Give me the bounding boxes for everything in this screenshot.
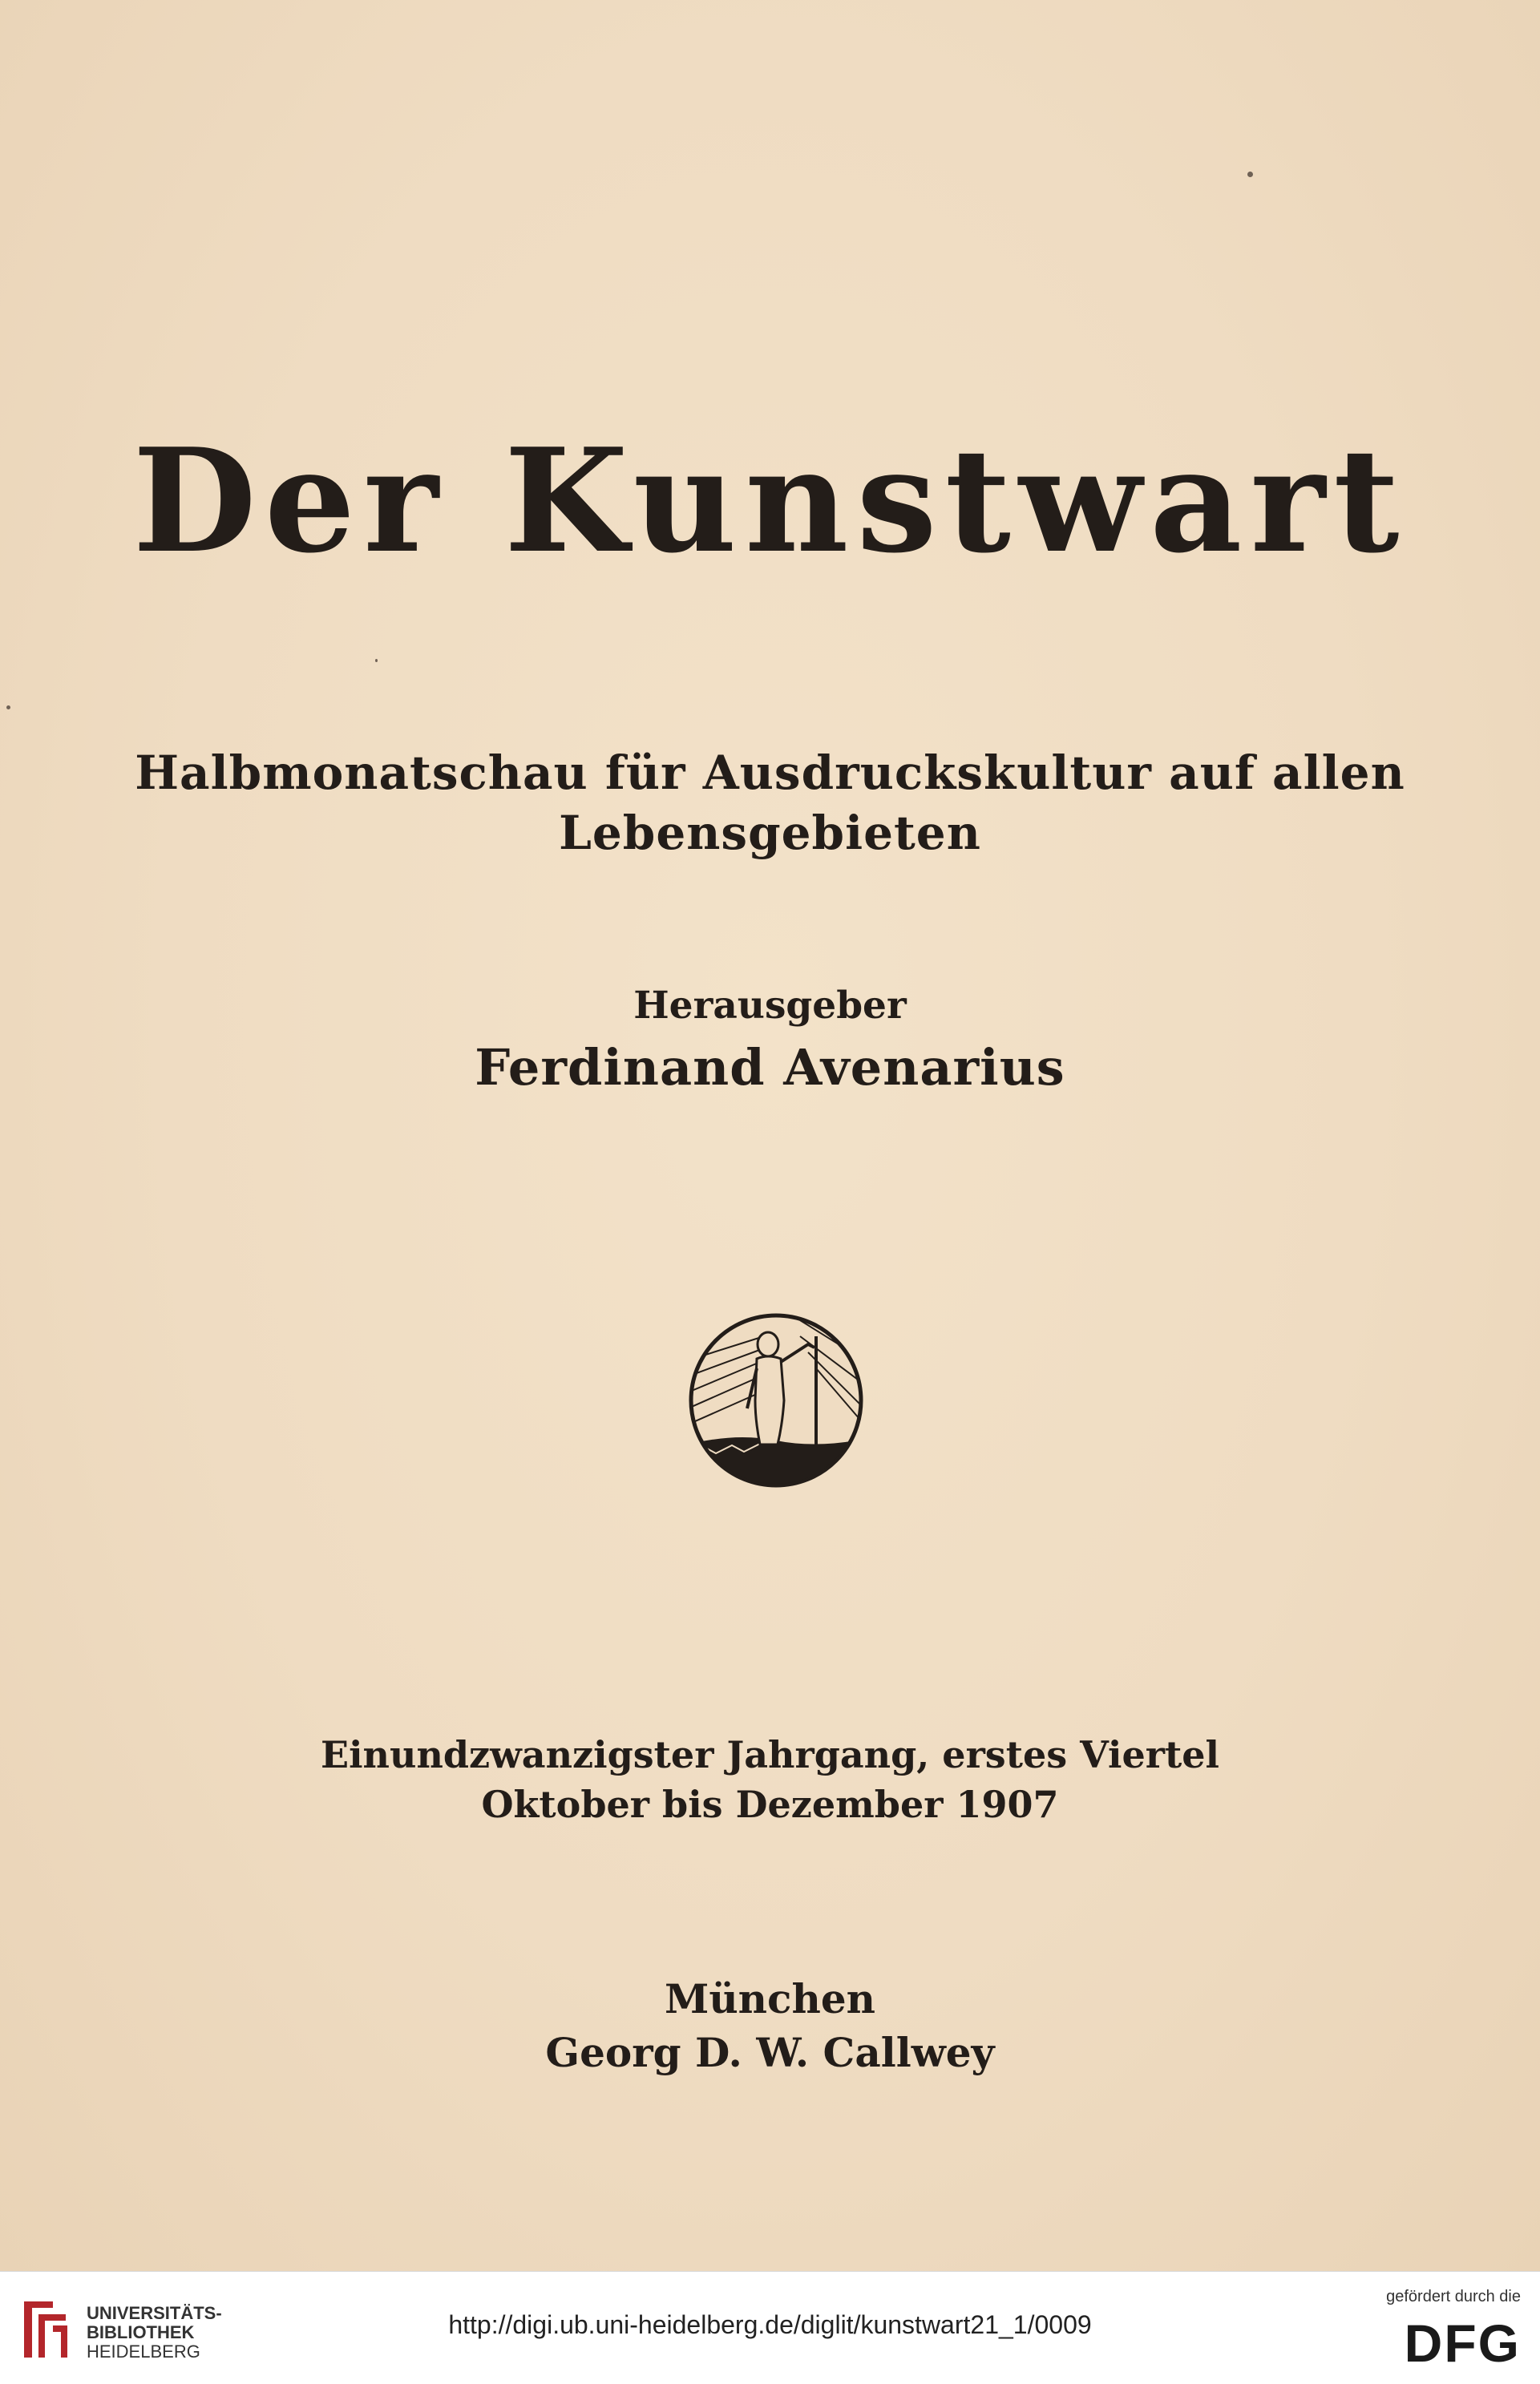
subtitle-line-1: Halbmonatschau für Ausdruckskultur auf allen — [135, 746, 1405, 800]
publication-place: München — [664, 1975, 875, 2022]
dfg-logo: DFG — [1404, 2313, 1521, 2373]
dfg-funding-block — [1344, 2286, 1521, 2371]
library-name-line-2: BIBLIOTHEK — [87, 2322, 195, 2342]
funding-caption: gefördert durch die — [1386, 2288, 1521, 2305]
paper-speck — [6, 705, 10, 709]
vignette-emblem — [688, 1312, 864, 1489]
page-title: Der Kunstwart — [132, 417, 1408, 584]
viewer-footer — [0, 2271, 1540, 2384]
paper-speck — [1247, 172, 1253, 177]
paper-speck — [375, 659, 378, 662]
editor-label: Herausgeber — [633, 984, 907, 1028]
subtitle-line-2: Lebensgebieten — [559, 806, 981, 860]
library-name-line-1: UNIVERSITÄTS- — [87, 2303, 222, 2323]
permalink-url[interactable]: http://digi.ub.uni-heidelberg.de/diglit/kunstwart21_1/0009 — [448, 2310, 1092, 2339]
period-line: Oktober bis Dezember 1907 — [481, 1783, 1059, 1826]
volume-line: Einundzwanzigster Jahrgang, erstes Viertel — [321, 1733, 1219, 1776]
library-name-line-3: HEIDELBERG — [87, 2342, 200, 2362]
editor-name: Ferdinand Avenarius — [475, 1038, 1065, 1097]
publisher-name: Georg D. W. Callwey — [545, 2029, 995, 2076]
